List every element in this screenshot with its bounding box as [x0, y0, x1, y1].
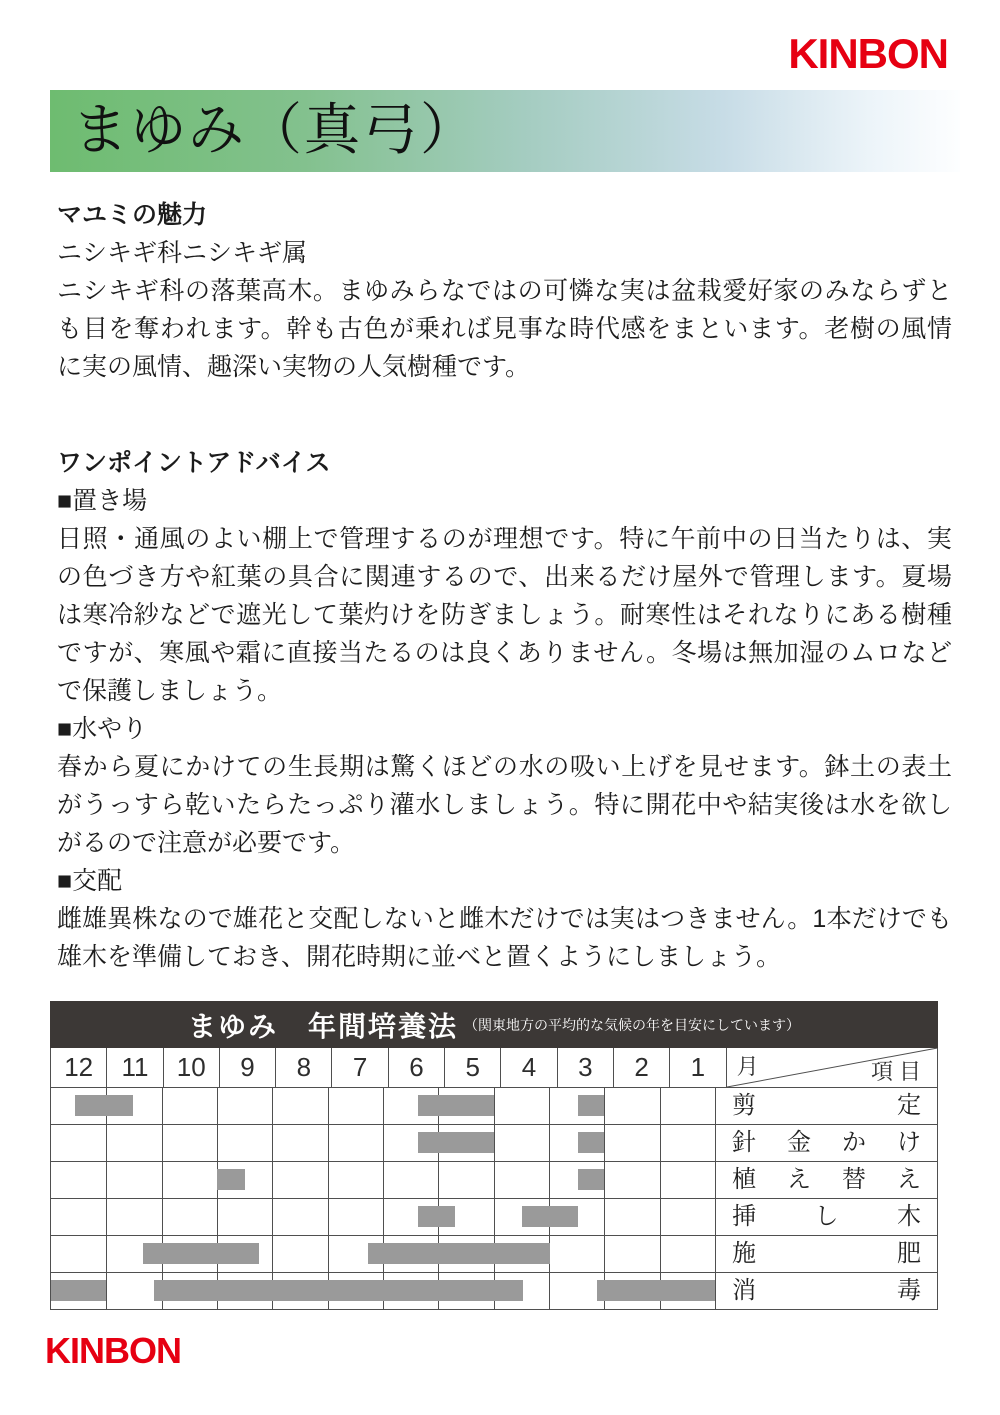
calendar-bar — [418, 1206, 455, 1227]
calendar-bar — [522, 1206, 578, 1227]
section-gap — [57, 386, 952, 444]
month-gridline — [106, 1125, 107, 1161]
calendar-grid — [50, 1048, 938, 1310]
annual-care-calendar — [50, 1001, 938, 1310]
month-gridline — [660, 1199, 661, 1235]
charm-paragraph: ニシキギ科の落葉高木。まゆみらなではの可憐な実は盆栽愛好家のみならずとも目を奪われます。幹も古色が乗れば見事な時代感をまといます。老樹の風情に実の風情、趣深い実物の人気樹種です。 — [57, 277, 952, 381]
calendar-bar — [418, 1132, 494, 1153]
month-cell: 12 — [51, 1048, 107, 1087]
month-gridline — [106, 1199, 107, 1235]
row-timeline — [51, 1273, 715, 1309]
advice-paragraph-watering: 春から夏にかけての生長期は驚くほどの水の吸い上げを見せます。鉢土の表土がうっすら乾いたらたっぷり灌水しましょう。特に開花中や結実後は水を欲しがるので注意が必要です。 — [57, 753, 952, 857]
calendar-row — [51, 1273, 937, 1309]
page-title: まゆみ（真弓） — [72, 100, 478, 162]
month-gridline — [494, 1199, 495, 1235]
calendar-bar — [51, 1280, 106, 1301]
advice-subheading-pollination: ■交配 — [57, 867, 123, 895]
calendar-row — [51, 1199, 937, 1236]
month-cell: 2 — [614, 1048, 670, 1087]
month-gridline — [660, 1162, 661, 1198]
month-cell: 11 — [107, 1048, 163, 1087]
month-gridline — [383, 1199, 384, 1235]
month-gridline — [162, 1125, 163, 1161]
kinbon-logo-bottom: KINBON — [45, 1330, 181, 1371]
calendar-bar — [418, 1095, 494, 1116]
month-gridline — [549, 1088, 550, 1124]
calendar-bar — [578, 1095, 605, 1116]
month-gridline — [162, 1162, 163, 1198]
calendar-row — [51, 1236, 937, 1273]
month-gridline — [549, 1162, 550, 1198]
month-gridline — [660, 1088, 661, 1124]
month-gridline — [494, 1162, 495, 1198]
month-cell: 6 — [389, 1048, 445, 1087]
calendar-title-bar — [50, 1001, 938, 1048]
month-gridline — [549, 1273, 550, 1309]
row-label: 針金かけ — [715, 1125, 937, 1161]
charm-family: ニシキギ科ニシキギ属 — [57, 239, 308, 267]
advice-paragraph-placement: 日照・通風のよい棚上で管理するのが理想です。特に午前中の日当たりは、実の色づき方や紅葉の具合に関連するので、出来るだけ屋外で管理します。夏場は寒冷紗などで遮光して葉灼けを防ぎましょう。耐寒性はそれなりにある樹種ですが、寒風や霜に直接当たるのは良くありません。冬場は無加湿のムロなどで保護しましょう。 — [57, 525, 952, 705]
calendar-bar — [154, 1280, 523, 1301]
calendar-bar — [75, 1095, 133, 1116]
month-gridline — [217, 1199, 218, 1235]
month-cell: 4 — [501, 1048, 557, 1087]
calendar-bar — [217, 1169, 245, 1190]
corner-month-label: 月 — [736, 1054, 759, 1079]
month-gridline — [438, 1162, 439, 1198]
row-timeline — [51, 1125, 715, 1161]
calendar-rows — [51, 1088, 937, 1309]
month-gridline — [106, 1273, 107, 1309]
advice-subheading-watering: ■水やり — [57, 715, 148, 743]
month-gridline — [328, 1088, 329, 1124]
row-label: 剪定 — [715, 1088, 937, 1124]
article-body — [57, 196, 952, 976]
month-gridline — [106, 1162, 107, 1198]
month-cell: 8 — [276, 1048, 332, 1087]
month-gridline — [272, 1125, 273, 1161]
month-gridline — [383, 1125, 384, 1161]
calendar-corner-cell — [727, 1048, 937, 1087]
month-gridline — [549, 1125, 550, 1161]
advice-heading: ワンポイントアドバイス — [57, 449, 331, 477]
corner-item-label: 項目 — [870, 1059, 927, 1084]
month-gridline — [604, 1236, 605, 1272]
calendar-bar — [143, 1243, 260, 1264]
month-gridline — [106, 1236, 107, 1272]
month-gridline — [162, 1199, 163, 1235]
calendar-bar — [597, 1280, 715, 1301]
month-gridline — [328, 1162, 329, 1198]
calendar-title: まゆみ 年間培養法 — [187, 1011, 458, 1043]
calendar-bar — [578, 1132, 605, 1153]
month-gridline — [272, 1088, 273, 1124]
month-gridline — [328, 1125, 329, 1161]
month-gridline — [660, 1125, 661, 1161]
month-gridline — [217, 1125, 218, 1161]
row-label: 消毒 — [715, 1273, 937, 1309]
calendar-title-note: （関東地方の平均的な気候の年を目安にしています） — [464, 1016, 800, 1033]
month-cell: 7 — [332, 1048, 388, 1087]
month-gridline — [383, 1088, 384, 1124]
month-gridline — [162, 1088, 163, 1124]
month-gridline — [272, 1162, 273, 1198]
calendar-bar — [578, 1169, 605, 1190]
row-timeline — [51, 1236, 715, 1272]
month-cell: 10 — [164, 1048, 220, 1087]
month-gridline — [217, 1088, 218, 1124]
row-label: 施肥 — [715, 1236, 937, 1272]
calendar-row — [51, 1162, 937, 1199]
month-gridline — [383, 1162, 384, 1198]
advice-subheading-placement: ■置き場 — [57, 487, 148, 515]
row-timeline — [51, 1199, 715, 1235]
kinbon-logo-top: KINBON — [788, 30, 948, 77]
month-cell: 1 — [670, 1048, 726, 1087]
calendar-bar — [368, 1243, 549, 1264]
calendar-row — [51, 1125, 937, 1162]
month-gridline — [328, 1199, 329, 1235]
month-gridline — [272, 1236, 273, 1272]
month-gridline — [328, 1236, 329, 1272]
advice-paragraph-pollination: 雌雄異株なので雄花と交配しないと雌木だけでは実はつきません。1本だけでも雄木を準備しておき、開花時期に並べと置くようにしましょう。 — [57, 905, 952, 971]
month-cell: 9 — [220, 1048, 276, 1087]
month-gridline — [604, 1199, 605, 1235]
row-label: 植え替え — [715, 1162, 937, 1198]
month-gridline — [604, 1162, 605, 1198]
row-timeline — [51, 1088, 715, 1124]
page-title-banner — [50, 90, 960, 172]
calendar-row — [51, 1088, 937, 1125]
month-gridline — [604, 1125, 605, 1161]
calendar-month-row — [51, 1048, 937, 1088]
month-gridline — [660, 1236, 661, 1272]
month-gridline — [604, 1088, 605, 1124]
month-cell: 3 — [558, 1048, 614, 1087]
row-timeline — [51, 1162, 715, 1198]
row-label: 挿し木 — [715, 1199, 937, 1235]
charm-heading: マユミの魅力 — [57, 201, 208, 229]
month-gridline — [272, 1199, 273, 1235]
month-cell: 5 — [445, 1048, 501, 1087]
